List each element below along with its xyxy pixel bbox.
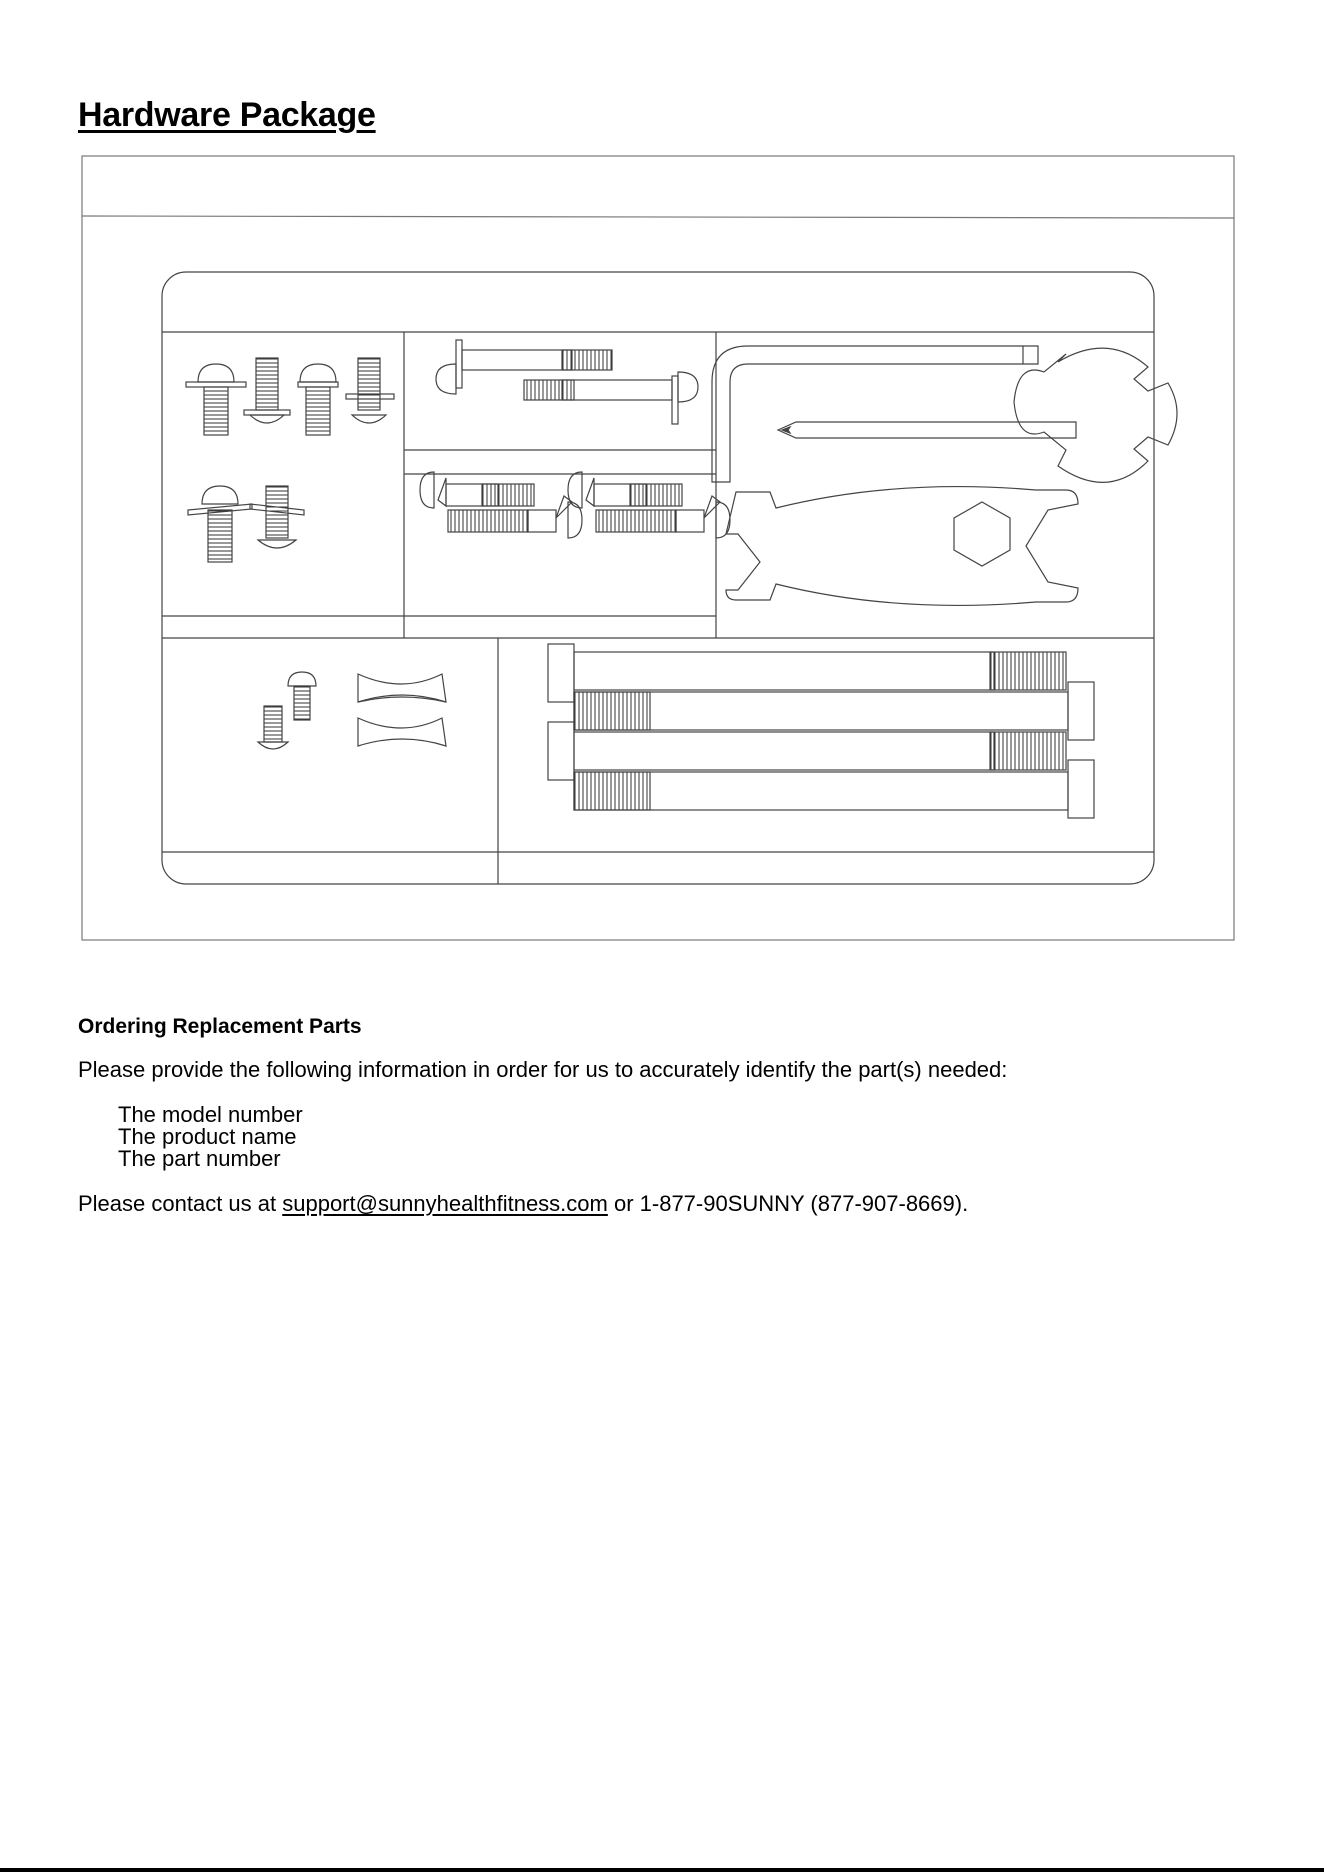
contact-prefix: Please contact us at (78, 1191, 283, 1216)
long-screws (436, 340, 698, 424)
ordering-heading: Ordering Replacement Parts (78, 1015, 362, 1038)
list-item: The product name (118, 1124, 297, 1149)
round-wrench (1014, 348, 1177, 482)
hardware-package-diagram (78, 150, 1240, 946)
small-screws (258, 672, 316, 749)
list-item: The part number (118, 1146, 281, 1171)
long-bolts (548, 644, 1094, 818)
contact-line (78, 1193, 968, 1215)
contact-suffix: or 1-877-90SUNNY (877-907-8669). (607, 1191, 969, 1216)
page-title: Hardware Package (78, 96, 376, 134)
screws-with-washers (420, 472, 730, 538)
screw-set-small (186, 358, 394, 562)
curved-washers (358, 674, 446, 746)
flat-wrench (726, 487, 1078, 606)
screwdriver (778, 422, 1076, 438)
package-frame (82, 156, 1234, 940)
support-email-link[interactable]: support@sunnyhealthfitness.com (282, 1191, 608, 1216)
ordering-intro: Please provide the following information in order for us to accurately identify the part(s) needed: (78, 1057, 1008, 1082)
required-info-list (118, 1104, 303, 1170)
allen-key (712, 346, 1038, 482)
list-item: The model number (118, 1102, 303, 1127)
page-bottom-rule (0, 1868, 1324, 1872)
